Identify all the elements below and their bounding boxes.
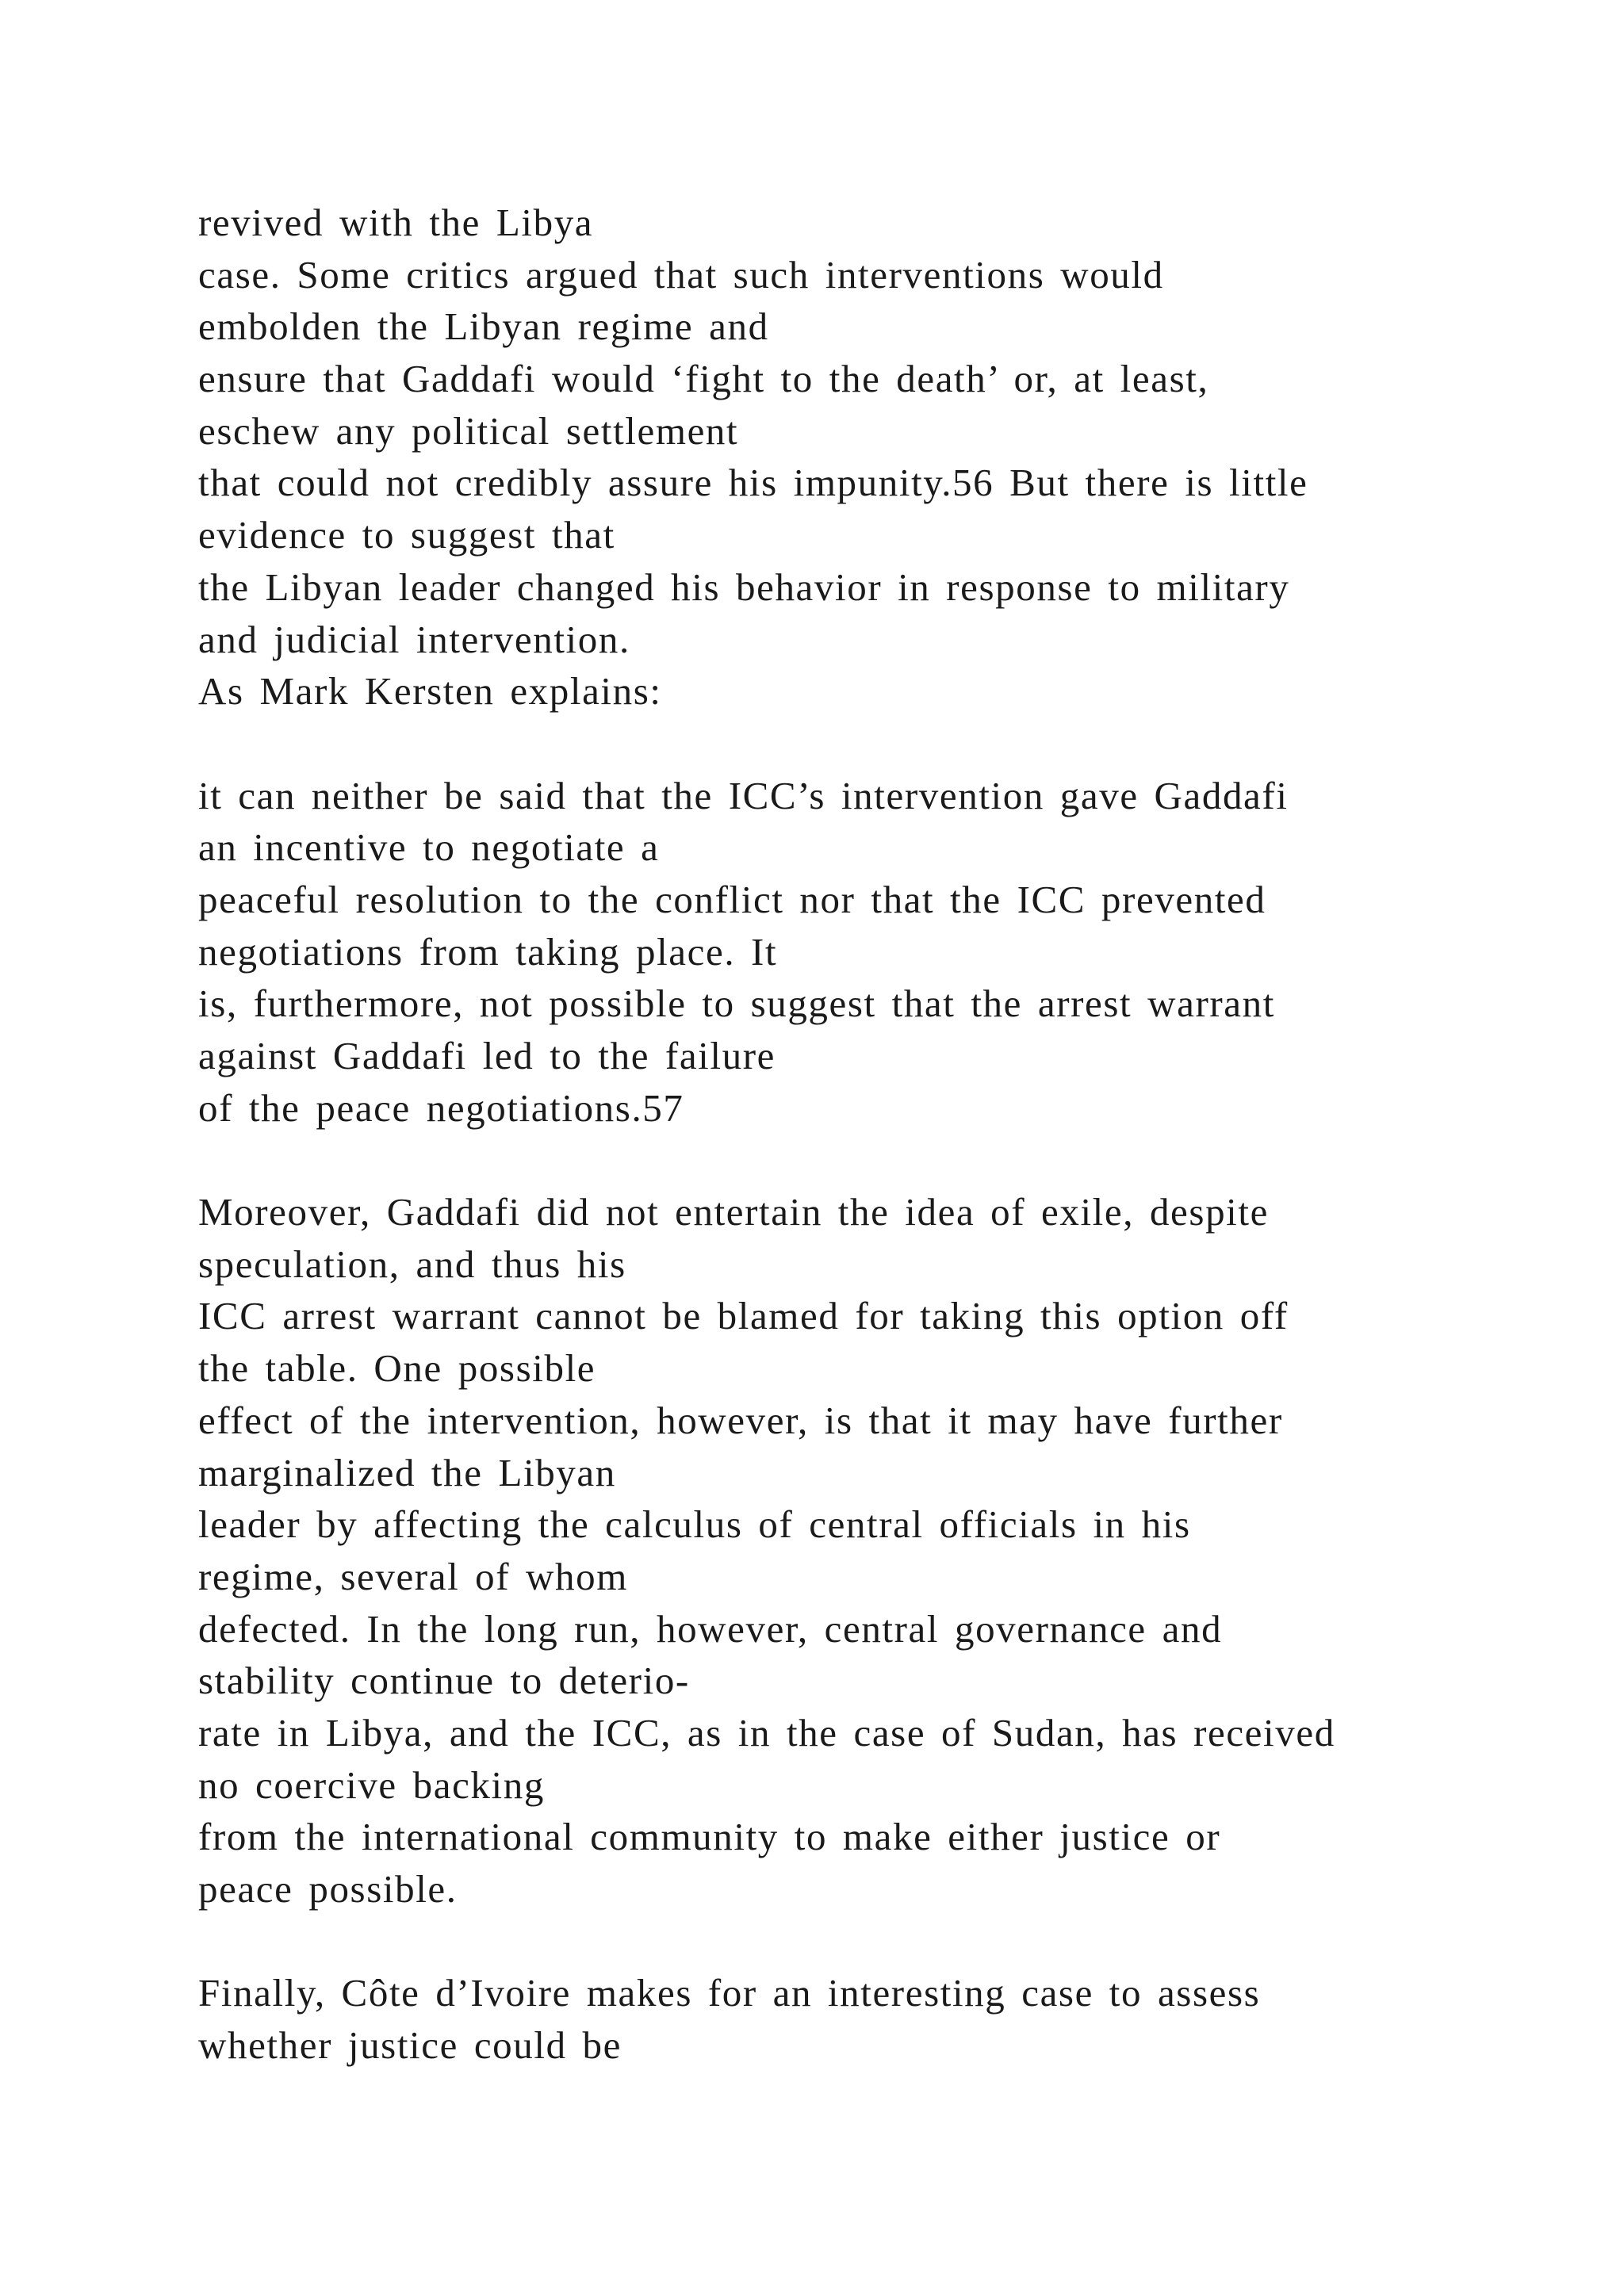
- quote-line: it can neither be said that the ICC’s intervention gave Gaddafi: [198, 773, 1289, 817]
- blank-line: [198, 718, 1546, 770]
- quote-line: of the peace negotiations.57: [198, 1085, 684, 1130]
- quote-line: against Gaddafi led to the failure: [198, 1034, 776, 1077]
- text-line: revived with the Libya: [198, 201, 594, 244]
- quote-line: an incentive to negotiate a: [198, 825, 660, 870]
- text-line: Moreover, Gaddafi did not entertain the idea of exile, despite: [198, 1190, 1269, 1234]
- text-line: ICC arrest warrant cannot be blamed for taking this option off: [198, 1294, 1289, 1338]
- quote-line: negotiations from taking place. It: [198, 929, 778, 974]
- quote-line: peaceful resolution to the conflict nor that the ICC prevented: [198, 877, 1266, 921]
- text-line: eschew any political settlement: [198, 408, 739, 453]
- text-line: Finally, Côte d’Ivoire makes for an interesting case to assess: [198, 1971, 1261, 2015]
- text-line: leader by affecting the calculus of central officials in his: [198, 1502, 1191, 1547]
- text-line: effect of the intervention, however, is that it may have further: [198, 1398, 1283, 1442]
- text-line: case. Some critics argued that such interventions would: [198, 252, 1164, 297]
- blank-line: [198, 1915, 1546, 1968]
- text-line: defected. In the long run, however, central governance and: [198, 1606, 1223, 1651]
- text-line: speculation, and thus his: [198, 1242, 626, 1286]
- text-line: marginalized the Libyan: [198, 1450, 616, 1494]
- text-line: no coercive backing: [198, 1762, 545, 1807]
- text-line: As Mark Kersten explains:: [198, 669, 662, 714]
- text-line: rate in Libya, and the ICC, as in the case of Sudan, has received: [198, 1710, 1335, 1755]
- text-line: stability continue to deterio-: [198, 1659, 690, 1703]
- text-line: embolden the Libyan regime and: [198, 304, 769, 349]
- text-line: from the international community to make either justice or: [198, 1815, 1221, 1859]
- body-text: [198, 197, 1546, 2072]
- text-line: peace possible.: [198, 1867, 458, 1911]
- quote-line: is, furthermore, not possible to suggest that the arrest warrant: [198, 982, 1275, 1026]
- blank-line: [198, 1134, 1546, 1186]
- text-line: regime, several of whom: [198, 1554, 628, 1598]
- text-line: evidence to suggest that: [198, 513, 615, 557]
- text-line: whether justice could be: [198, 2023, 622, 2068]
- text-line: ensure that Gaddafi would ‘fight to the death’ or, at least,: [198, 357, 1209, 401]
- text-line: that could not credibly assure his impunity.56 But there is little: [198, 461, 1308, 505]
- text-line: the table. One possible: [198, 1346, 596, 1391]
- text-line: the Libyan leader changed his behavior in response to military: [198, 564, 1290, 609]
- text-line: and judicial intervention.: [198, 617, 630, 661]
